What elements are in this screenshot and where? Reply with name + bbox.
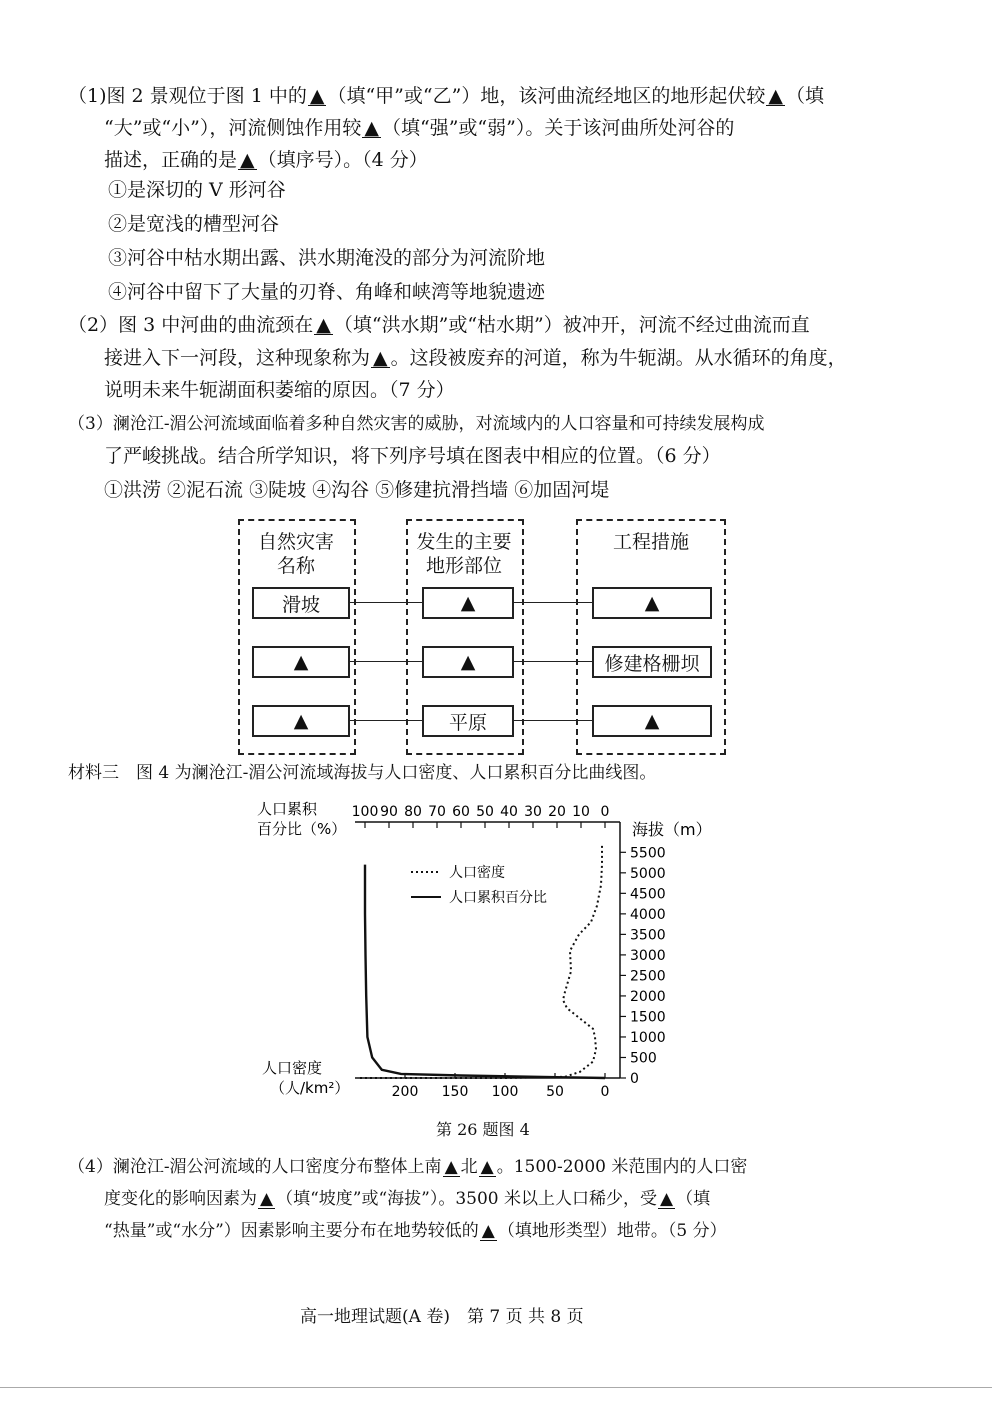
page-footer: 高一地理试题(A 卷) 第 7 页 共 8 页 <box>300 1307 584 1327</box>
blank-triangle: ▲ <box>373 347 388 369</box>
q1-option-3: ③河谷中枯水期出露、洪水期淹没的部分为河流阶地 <box>108 247 546 269</box>
blank-triangle: ▲ <box>768 85 783 107</box>
blank-triangle: ▲ <box>444 1157 458 1177</box>
bottom-tick-label: 100 <box>491 1084 519 1100</box>
blank-triangle: ▲ <box>309 85 325 107</box>
legend-cumulative: 人口累积百分比 <box>449 890 547 906</box>
cell-hazard-1: 滑坡 <box>252 587 350 619</box>
cell-measure-1: ▲ <box>592 587 712 619</box>
q2-line3: 说明未来牛轭湖面积萎缩的原因。（7 分） <box>104 379 455 401</box>
bottom-tick-label: 0 <box>600 1084 610 1100</box>
top-tick-label: 90 <box>380 804 398 820</box>
page-bottom-rule <box>0 1387 992 1388</box>
blank-triangle: ▲ <box>481 1221 495 1241</box>
top-tick-label: 10 <box>572 804 590 820</box>
q3-line1: （3）澜沧江-湄公河流域面临着多种自然灾害的威胁，对流域内的人口容量和可持续发展构成 <box>68 414 765 434</box>
cell-landform-3: 平原 <box>422 705 514 737</box>
right-tick-label: 4000 <box>630 906 666 923</box>
q1-option-4: ④河谷中留下了大量的刃脊、角峰和峡湾等地貌遗迹 <box>108 281 546 303</box>
cell-hazard-3: ▲ <box>252 705 350 737</box>
bottom-axis-label-line1: 人口密度 <box>262 1059 323 1077</box>
material3-text: 材料三 图 4 为澜沧江-湄公河流域海拔与人口密度、人口累积百分比曲线图。 <box>68 763 657 783</box>
top-axis-label-line1: 人口累积 <box>257 800 318 818</box>
q3-line2: 了严峻挑战。结合所学知识，将下列序号填在图表中相应的位置。（6 分） <box>104 445 721 467</box>
right-tick-label: 2000 <box>630 988 666 1005</box>
right-tick-label: 5000 <box>630 865 666 882</box>
chart-axes <box>352 804 666 1100</box>
blank-triangle: ▲ <box>480 1157 494 1177</box>
right-tick-label: 1500 <box>630 1009 666 1026</box>
q2-line1: （2）图 3 中河曲的曲流颈在 ▲ （填“洪水期”或“枯水期”）被冲开，河流不经过曲流而直 <box>68 314 810 336</box>
q1-line1: （1)图 2 景观位于图 1 中的 ▲ （填“甲”或“乙”）地，该河曲流经地区的地形起伏较 ▲ （填 <box>68 85 824 107</box>
right-tick-label: 2500 <box>630 968 666 985</box>
right-tick-label: 5500 <box>630 845 666 862</box>
bottom-axis-label-line2: （人/km²） <box>270 1079 350 1097</box>
cell-landform-2: ▲ <box>422 646 514 678</box>
cell-measure-2: 修建格栅坝 <box>592 646 712 678</box>
top-tick-label: 70 <box>428 804 446 820</box>
blank-triangle: ▲ <box>316 314 331 336</box>
q4-line1: （4）澜沧江-湄公河流域的人口密度分布整体上南 ▲ 北 ▲ 。1500-2000 米范围内的人口密 <box>68 1157 748 1177</box>
blank-triangle: ▲ <box>364 117 379 139</box>
top-tick-label: 50 <box>476 804 494 820</box>
q1-option-1: ①是深切的 V 形河谷 <box>108 179 286 201</box>
chart-caption: 第 26 题图 4 <box>436 1120 530 1139</box>
right-tick-label: 1000 <box>630 1029 666 1046</box>
top-tick-label: 40 <box>500 804 518 820</box>
right-tick-label: 0 <box>630 1071 639 1087</box>
top-tick-label: 60 <box>452 804 470 820</box>
right-tick-label: 3500 <box>630 927 666 944</box>
top-tick-label: 0 <box>600 804 610 820</box>
cell-hazard-2: ▲ <box>252 646 350 678</box>
bottom-tick-label: 200 <box>391 1084 419 1100</box>
q1-line2: “大”或“小”），河流侧蚀作用较 ▲ （填“强”或“弱”）。关于该河曲所处河谷的 <box>104 117 735 139</box>
q4-line3: “热量”或“水分”）因素影响主要分布在地势较低的 ▲ （填地形类型）地带。（5 分） <box>104 1221 727 1241</box>
bottom-tick-label: 150 <box>441 1084 469 1100</box>
q4-line2: 度变化的影响因素为 ▲ （填“坡度”或“海拔”）。3500 米以上人口稀少，受 ▲ （填 <box>104 1189 711 1209</box>
top-axis-label-line2: 百分比（%） <box>257 820 347 838</box>
right-tick-label: 500 <box>630 1050 657 1067</box>
blank-triangle: ▲ <box>240 149 255 171</box>
right-tick-label: 4500 <box>630 886 666 903</box>
legend-density: 人口密度 <box>449 865 505 881</box>
top-tick-label: 100 <box>351 804 379 820</box>
top-tick-label: 20 <box>548 804 566 820</box>
blank-triangle: ▲ <box>660 1189 674 1209</box>
q2-line2: 接进入下一河段，这种现象称为 ▲ 。这段被废弃的河道，称为牛轭湖。从水循环的角度， <box>104 347 847 369</box>
header-measure: 工程措施 <box>612 531 689 553</box>
top-tick-label: 80 <box>404 804 422 820</box>
chart-legend <box>411 864 547 906</box>
top-tick-label: 30 <box>524 804 542 820</box>
cell-measure-3: ▲ <box>592 705 712 737</box>
cell-landform-1: ▲ <box>422 587 514 619</box>
q1-line3: 描述，正确的是 ▲ （填序号）。（4 分） <box>104 149 428 171</box>
header-landform: 发生的主要 地形部位 <box>416 531 512 577</box>
q1-option-2: ②是宽浅的槽型河谷 <box>108 213 280 235</box>
right-tick-label: 3000 <box>630 947 666 964</box>
blank-triangle: ▲ <box>260 1189 274 1209</box>
q3-items: ①洪涝 ②泥石流 ③陡坡 ④沟谷 ⑤修建抗滑挡墙 ⑥加固河堤 <box>104 479 610 501</box>
bottom-tick-label: 50 <box>546 1084 564 1100</box>
header-hazard-name: 自然灾害 名称 <box>257 531 334 577</box>
right-axis-label: 海拔（m） <box>632 820 712 839</box>
